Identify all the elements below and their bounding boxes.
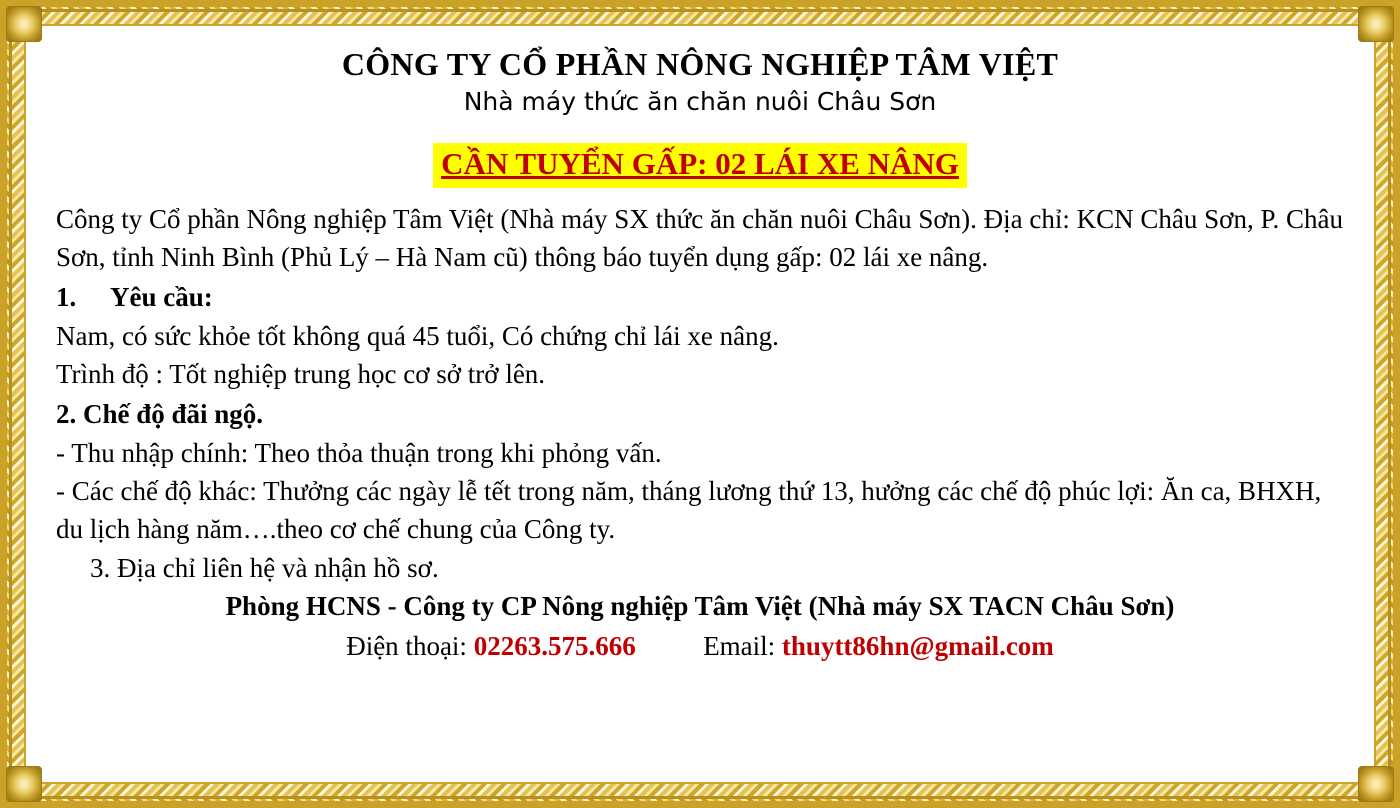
section-1-number: 1.: [56, 282, 77, 313]
section-2-heading: 2. Chế độ đãi ngộ.: [56, 399, 264, 430]
contact-line: [56, 627, 1344, 665]
phone-label: Điện thoại:: [346, 631, 467, 662]
factory-name: Nhà máy thức ăn chăn nuôi Châu Sơn: [463, 86, 937, 116]
section-1-title: Yêu cầu:: [110, 282, 213, 313]
intro-paragraph: Công ty Cổ phần Nông nghiệp Tâm Việt (Nhà máy SX thức ăn chăn nuôi Châu Sơn). Địa chỉ: KCN Châu Sơn, P. Châu Sơn, tỉnh Ninh Bình (Phủ Lý – Hà Nam cũ) thông báo tuyển dụng gấp: 02 lái xe nâng.: [56, 203, 1343, 272]
section-1-heading: [56, 278, 1344, 316]
section-1-line-2: Trình độ : Tốt nghiệp trung học cơ sở trở lên.: [56, 358, 546, 389]
section-1-line-1: Nam, có sức khỏe tốt không quá 45 tuổi, Có chứng chỉ lái xe nâng.: [56, 320, 779, 351]
company-name: CÔNG TY CỔ PHẦN NÔNG NGHIỆP TÂM VIỆT: [341, 46, 1059, 82]
section-3-heading: 3. Địa chỉ liên hệ và nhận hồ sơ.: [90, 552, 439, 583]
job-headline: CẦN TUYỂN GẤP: 02 LÁI XE NÂNG: [433, 143, 967, 188]
section-2-line-2: - Các chế độ khác: Thưởng các ngày lễ tết trong năm, tháng lương thứ 13, hưởng các chế độ phúc lợi: Ăn ca, BHXH, du lịch hàng năm….theo cơ chế chung của Công ty.: [56, 475, 1322, 545]
headline-container: [56, 143, 1344, 188]
email-value[interactable]: thuytt86hn@gmail.com: [781, 631, 1054, 662]
email-label: Email:: [703, 631, 776, 662]
body: [56, 200, 1344, 666]
poster-content: [30, 28, 1370, 780]
section-2-line-1: - Thu nhập chính: Theo thỏa thuận trong khi phỏng vấn.: [56, 437, 662, 468]
phone-value[interactable]: 02263.575.666: [473, 631, 636, 662]
section-3-department: Phòng HCNS - Công ty CP Nông nghiệp Tâm Việt (Nhà máy SX TACN Châu Sơn): [225, 590, 1175, 621]
